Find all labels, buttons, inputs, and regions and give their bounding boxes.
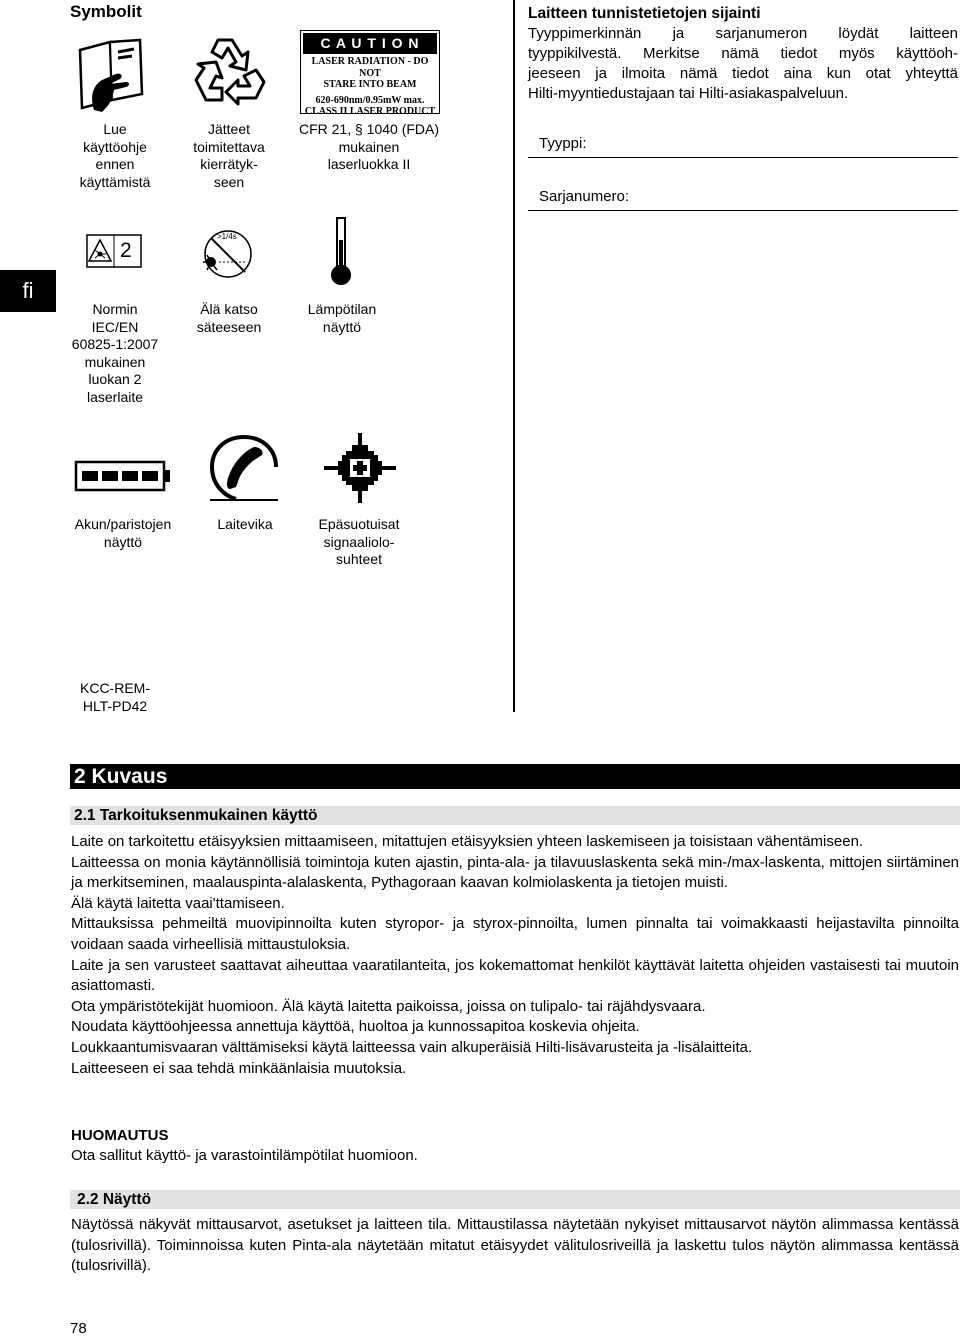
caution-text xyxy=(301,56,439,118)
subsection-title-2-2: 2.2 Näyttö xyxy=(70,1190,960,1209)
caution-line: CLASS II LASER PRODUCT xyxy=(304,106,436,117)
kcc-code: KCC-REM- HLT-PD42 xyxy=(80,680,150,714)
manual-icon xyxy=(76,36,152,112)
usage-text xyxy=(71,832,959,1079)
phone-caption: Laitevika xyxy=(217,516,273,532)
identification-line: Tyyppimerkinnän ja sarjanumeron löydät laitteen xyxy=(528,25,958,42)
note-heading: HUOMAUTUS xyxy=(71,1127,169,1144)
column-divider xyxy=(513,0,515,712)
thermometer-caption: Lämpötilan näyttö xyxy=(307,301,377,335)
symbols-title: Symbolit xyxy=(70,2,142,21)
caution-line: STARE INTO BEAM xyxy=(323,79,417,90)
signal-icon xyxy=(324,433,396,503)
section-title: 2 Kuvaus xyxy=(70,764,960,789)
thermometer-icon xyxy=(328,216,354,288)
identification-line: Hilti-myyntiedustajaan tai Hilti-asiakaspalveluun. xyxy=(528,85,849,102)
identification-line: tyyppikilvestä. Merkitse nämä tiedot myös käyttöoh- xyxy=(528,45,958,62)
paragraph: Älä käytä laitetta vaai'ttamiseen. xyxy=(71,894,285,912)
type-field-line xyxy=(528,157,958,158)
paragraph: Ota ympäristötekijät huomioon. Älä käytä laitetta paikoissa, joissa on tulipalo- tai räjähdysvaara. xyxy=(71,997,706,1015)
laser-class-2-icon xyxy=(86,234,142,268)
subsection-title-2-1: 2.1 Tarkoituksenmukainen käyttö xyxy=(70,806,960,825)
paragraph: Laitteessa on monia käytännöllisiä toimintoja kuten ajastin, pinta-ala- ja tilavuuslaskenta sekä min-/max-laskenta, mittojen siirtäminen ja merkitseminen, maalauspinta-alalaskenta, Pythagoraan kaavan kolmiolaskenta ja tietojen muisti. xyxy=(71,853,959,892)
laser-class-digit: 2 xyxy=(120,239,132,262)
battery-icon xyxy=(74,459,172,493)
language-tab: fi xyxy=(0,270,56,312)
paragraph: Noudata käyttöohjeessa annettuja käyttöä, huoltoa ja kunnossapitoa koskevia ohjeita. xyxy=(71,1018,640,1036)
serial-label: Sarjanumero: xyxy=(539,188,630,205)
no-stare-caption: Älä katso säteeseen xyxy=(196,301,262,335)
paragraph: Laite ja sen varusteet saattavat aiheuttaa vaaratilanteita, jos kokemattomat henkilöt käyttävät laitetta ohjeiden vastaisesti tai muutoin asiattomasti. xyxy=(71,956,959,995)
battery-caption: Akun/paristojen näyttö xyxy=(74,516,172,550)
caution-caption: CFR 21, § 1040 (FDA) mukainen laserluokka II xyxy=(298,121,440,172)
no-stare-time: >1/4s xyxy=(217,232,237,241)
caution-label xyxy=(300,30,440,117)
display-text: Näytössä näkyvät mittausarvot, asetukset ja laitteen tila. Mittaustilassa näytetään nykyiset mittausarvot näytön alimmassa kentässä (tulosrivillä). Toiminnoissa kuten Pinta-ala näytetään mitatut etäisyydet välitulosriveillä ja laskettu tulos näytön alimmassa kentässä (tulosrivillä). xyxy=(71,1216,959,1275)
identification-text xyxy=(528,24,958,104)
type-label: Tyyppi: xyxy=(539,135,587,152)
signal-caption: Epäsuotuisat signaaliolo- suhteet xyxy=(318,516,400,567)
caution-heading: C A U T I O N xyxy=(303,33,437,54)
paragraph: Laitteeseen ei saa tehdä minkäänlaisia muutoksia. xyxy=(71,1059,407,1077)
note-text: Ota sallitut käyttö- ja varastointilämpötilat huomioon. xyxy=(71,1147,418,1164)
manual-caption: Lue käyttöohje ennen käyttämistä xyxy=(79,121,151,190)
identification-line: jeeseen ja ilmoita nämä tiedot aina kun otat yhteyttä xyxy=(528,65,958,82)
identification-heading: Laitteen tunnistetietojen sijainti xyxy=(528,5,761,22)
paragraph: Loukkaantumisvaaran välttämiseksi käytä laitteessa vain alkuperäisiä Hilti-lisävarusteita ja -lisälaitteita. xyxy=(71,1038,753,1056)
recycle-icon xyxy=(188,30,270,112)
recycle-caption: Jätteet toimitettava kierrätyk- seen xyxy=(193,121,265,190)
caution-line: 620-690nm/0.95mW max. xyxy=(315,94,425,106)
serial-field-line xyxy=(528,210,958,211)
page-number: 78 xyxy=(70,1320,87,1337)
caution-line: LASER RADIATION - DO NOT xyxy=(311,56,429,79)
phone-icon xyxy=(206,433,282,503)
paragraph: Laite on tarkoitettu etäisyyksien mittaamiseen, mitattujen etäisyyksien yhteen laskemiseen ja toisistaan vähentämiseen. xyxy=(71,833,864,850)
laser-class-caption: Normin IEC/EN 60825-1:2007 mukainen luokan 2 laserlaite xyxy=(71,301,159,405)
paragraph: Mittauksissa pehmeiltä muovipinnoilta kuten styropor- ja styrox-pinnoilta, lumen pinnalta tai voimakkaasti heijastavilta pinnoilta voidaan saada virheellisiä mittaustuloksia. xyxy=(71,915,959,953)
